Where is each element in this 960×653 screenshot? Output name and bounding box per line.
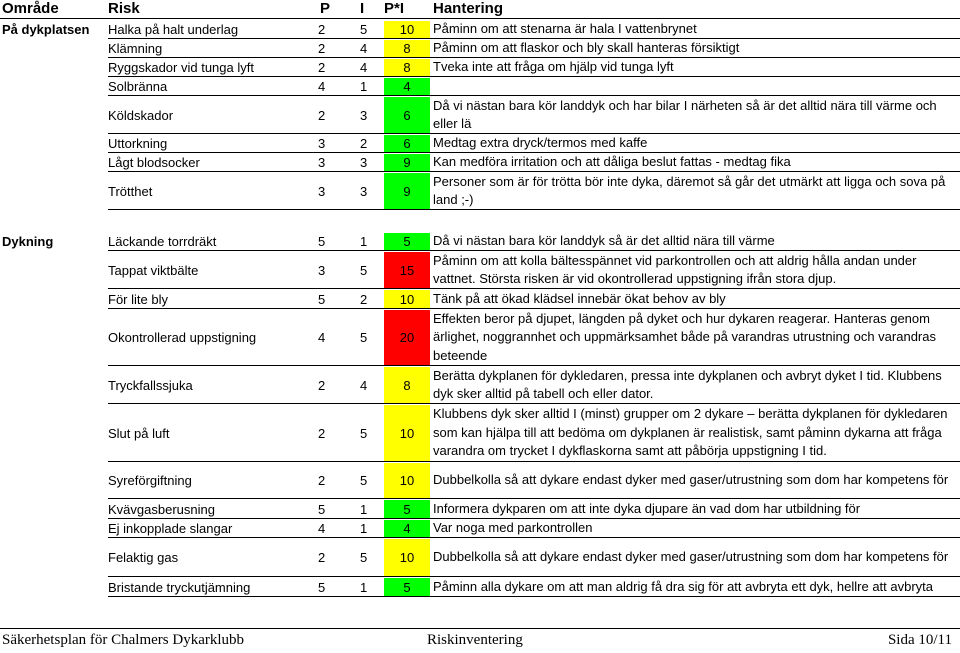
impact-cell: 4 [360, 377, 368, 393]
section-area-label: Dykning [2, 234, 54, 249]
risk-score-cell: 4 [384, 78, 430, 95]
probability-cell: 3 [318, 136, 326, 151]
handling-cell: Påminn om att flaskor och bly skall hanteras försiktigt [433, 40, 740, 56]
handling-cell: Informera dykparen om att inte dyka djupare än vad dom har utbildning för [433, 500, 861, 516]
probability-cell: 3 [318, 183, 326, 199]
row-divider [108, 209, 960, 210]
header-area: Område [2, 0, 59, 17]
impact-cell: 2 [360, 291, 368, 307]
impact-cell: 5 [360, 473, 368, 488]
probability-cell: 2 [318, 22, 326, 37]
impact-cell: 3 [360, 107, 368, 123]
header-handling: Hantering [433, 0, 504, 17]
risk-score-cell: 8 [384, 40, 430, 57]
header-risk: Risk [108, 0, 140, 17]
probability-cell: 2 [318, 550, 326, 565]
probability-cell: 2 [318, 473, 326, 488]
probability-cell: 3 [318, 262, 326, 278]
table-row [0, 309, 960, 366]
impact-cell: 1 [360, 234, 368, 249]
risk-cell: Slut på luft [108, 425, 170, 441]
impact-cell: 5 [360, 22, 368, 37]
handling-cell: Medtag extra dryck/termos med kaffe [433, 135, 648, 151]
risk-score-cell: 5 [384, 500, 430, 518]
footer-divider [0, 628, 960, 629]
impact-cell: 1 [360, 521, 368, 536]
table-row [0, 404, 960, 462]
table-row [0, 153, 960, 172]
handling-cell: Personer som är för trötta bör inte dyka, däremot så går det utmärkt att ligga och sova på land ;-) [433, 173, 946, 207]
risk-score-cell: 10 [384, 539, 430, 576]
table-row [0, 20, 960, 39]
handling-cell: Tveka inte att fråga om hjälp vid tunga lyft [433, 59, 674, 75]
risk-score-cell: 8 [384, 59, 430, 76]
risk-cell: Solbränna [108, 79, 168, 94]
risk-score-cell: 4 [384, 520, 430, 537]
risk-cell: Tappat viktbälte [108, 262, 199, 278]
impact-cell: 5 [360, 330, 368, 345]
risk-cell: Tryckfallssjuka [108, 377, 193, 393]
footer-page-number: Sida 10/11 [887, 632, 952, 648]
table-row [0, 577, 960, 597]
risk-score-cell: 5 [384, 233, 430, 250]
table-row [0, 462, 960, 499]
table-row [0, 77, 960, 96]
header-p: P [320, 0, 331, 17]
impact-cell: 3 [360, 183, 368, 199]
impact-cell: 1 [360, 501, 368, 517]
risk-score-cell: 6 [384, 135, 430, 152]
risk-score-cell: 10 [384, 290, 430, 308]
impact-cell: 4 [360, 41, 368, 56]
impact-cell: 4 [360, 60, 368, 75]
probability-cell: 4 [318, 330, 326, 345]
handling-cell: Påminn om att kolla bältesspännet vid parkontrollen och att aldrig hålla andan under vattnet. Största risken är vid okontrollerad uppstigning ifrån stora djup. [433, 252, 917, 286]
impact-cell: 3 [360, 155, 368, 170]
probability-cell: 2 [318, 107, 326, 123]
risk-cell: Läckande torrdräkt [108, 234, 217, 249]
impact-cell: 5 [360, 550, 368, 565]
handling-cell [433, 77, 960, 96]
table-row [0, 96, 960, 134]
table-row [0, 519, 960, 538]
table-row [0, 538, 960, 577]
table-header [0, 0, 960, 17]
risk-score-cell: 10 [384, 405, 430, 461]
row-divider [108, 596, 960, 597]
footer-section-title: Riskinventering [427, 632, 523, 648]
table-row [0, 134, 960, 153]
risk-cell: Bristande tryckutjämning [108, 579, 251, 595]
table-row [0, 58, 960, 77]
risk-cell: Klämning [108, 41, 163, 56]
handling-cell: Berätta dykplanen för dykledaren, pressa inte dykplanen och avbryt dyket I tid. Klubbens dyk sker alltid på tabell och eller dator. [433, 367, 942, 401]
probability-cell: 2 [318, 425, 326, 441]
probability-cell: 4 [318, 521, 326, 536]
probability-cell: 5 [318, 234, 326, 249]
table-row [0, 39, 960, 58]
risk-cell: Ej inkopplade slangar [108, 521, 233, 536]
probability-cell: 2 [318, 60, 326, 75]
risk-cell: Felaktig gas [108, 550, 179, 565]
risk-score-cell: 9 [384, 173, 430, 209]
handling-cell: Då vi nästan bara kör landdyk så är det alltid nära till värme [433, 233, 775, 249]
handling-cell: Dubbelkolla så att dykare endast dyker med gaser/utrustning som dom har kompetens för [433, 549, 949, 565]
handling-cell: Tänk på att ökad klädsel innebär ökat behov av bly [433, 290, 726, 306]
header-divider [0, 18, 960, 19]
table-row [0, 232, 960, 251]
risk-cell: Okontrollerad uppstigning [108, 330, 257, 345]
risk-score-cell: 10 [384, 463, 430, 498]
risk-cell: Köldskador [108, 107, 174, 123]
header-i: I [360, 0, 365, 17]
table-row [0, 366, 960, 404]
table-row [0, 172, 960, 210]
header-pi: P*I [384, 0, 405, 17]
risk-score-cell: 10 [384, 21, 430, 38]
handling-cell: Påminn om att stenarna är hala I vattenbrynet [433, 21, 697, 37]
risk-score-cell: 9 [384, 154, 430, 171]
section-area-label: På dykplatsen [2, 22, 90, 37]
probability-cell: 2 [318, 377, 326, 393]
probability-cell: 5 [318, 291, 326, 307]
handling-cell: Kan medföra irritation och att dåliga beslut fattas - medtag fika [433, 154, 791, 170]
handling-cell: Klubbens dyk sker alltid I (minst) grupper om 2 dykare – berätta dykplanen för dykledaren som kan hjälpa till att bedöma om dykplanen är realistisk, samt påminn dykarna att fråga varandra om trycket I dykflaskorna samt att påbörja uppstigning I tid. [433, 406, 948, 459]
risk-cell: Lågt blodsocker [108, 155, 200, 170]
risk-score-cell: 5 [384, 578, 430, 596]
impact-cell: 1 [360, 79, 368, 94]
handling-cell: Dubbelkolla så att dykare endast dyker med gaser/utrustning som dom har kompetens för [433, 472, 949, 488]
risk-score-cell: 8 [384, 367, 430, 403]
risk-cell: Halka på halt underlag [108, 22, 239, 37]
table-row [0, 499, 960, 519]
impact-cell: 1 [360, 579, 368, 595]
risk-cell: Trötthet [108, 183, 153, 199]
impact-cell: 2 [360, 136, 368, 151]
table-row [0, 251, 960, 289]
table-row [0, 289, 960, 309]
handling-cell: Påminn alla dykare om att man aldrig få dra sig för att avbryta ett dyk, hellre att avbryta [433, 578, 934, 594]
probability-cell: 5 [318, 501, 326, 517]
probability-cell: 4 [318, 79, 326, 94]
risk-cell: Syreförgiftning [108, 473, 192, 488]
risk-cell: För lite bly [108, 291, 168, 307]
probability-cell: 2 [318, 41, 326, 56]
risk-score-cell: 6 [384, 97, 430, 133]
risk-cell: Uttorkning [108, 136, 168, 151]
risk-cell: Kvävgasberusning [108, 501, 215, 517]
handling-cell: Effekten beror på djupet, längden på dyket och hur dykaren reagerar. Hanteras genom ärlighet, noggrannhet och uppmärksamhet både på varandras utrustning och varandras beteende [433, 310, 936, 363]
risk-score-cell: 20 [384, 310, 430, 365]
handling-cell: Då vi nästan bara kör landdyk och har bilar I närheten så är det alltid nära till värme och eller lä [433, 97, 937, 131]
footer-document-title: Säkerhetsplan för Chalmers Dykarklubb [2, 632, 245, 648]
impact-cell: 5 [360, 262, 368, 278]
impact-cell: 5 [360, 425, 368, 441]
risk-score-cell: 15 [384, 252, 430, 288]
handling-cell: Var noga med parkontrollen [433, 520, 593, 536]
probability-cell: 3 [318, 155, 326, 170]
probability-cell: 5 [318, 579, 326, 595]
risk-cell: Ryggskador vid tunga lyft [108, 60, 254, 75]
